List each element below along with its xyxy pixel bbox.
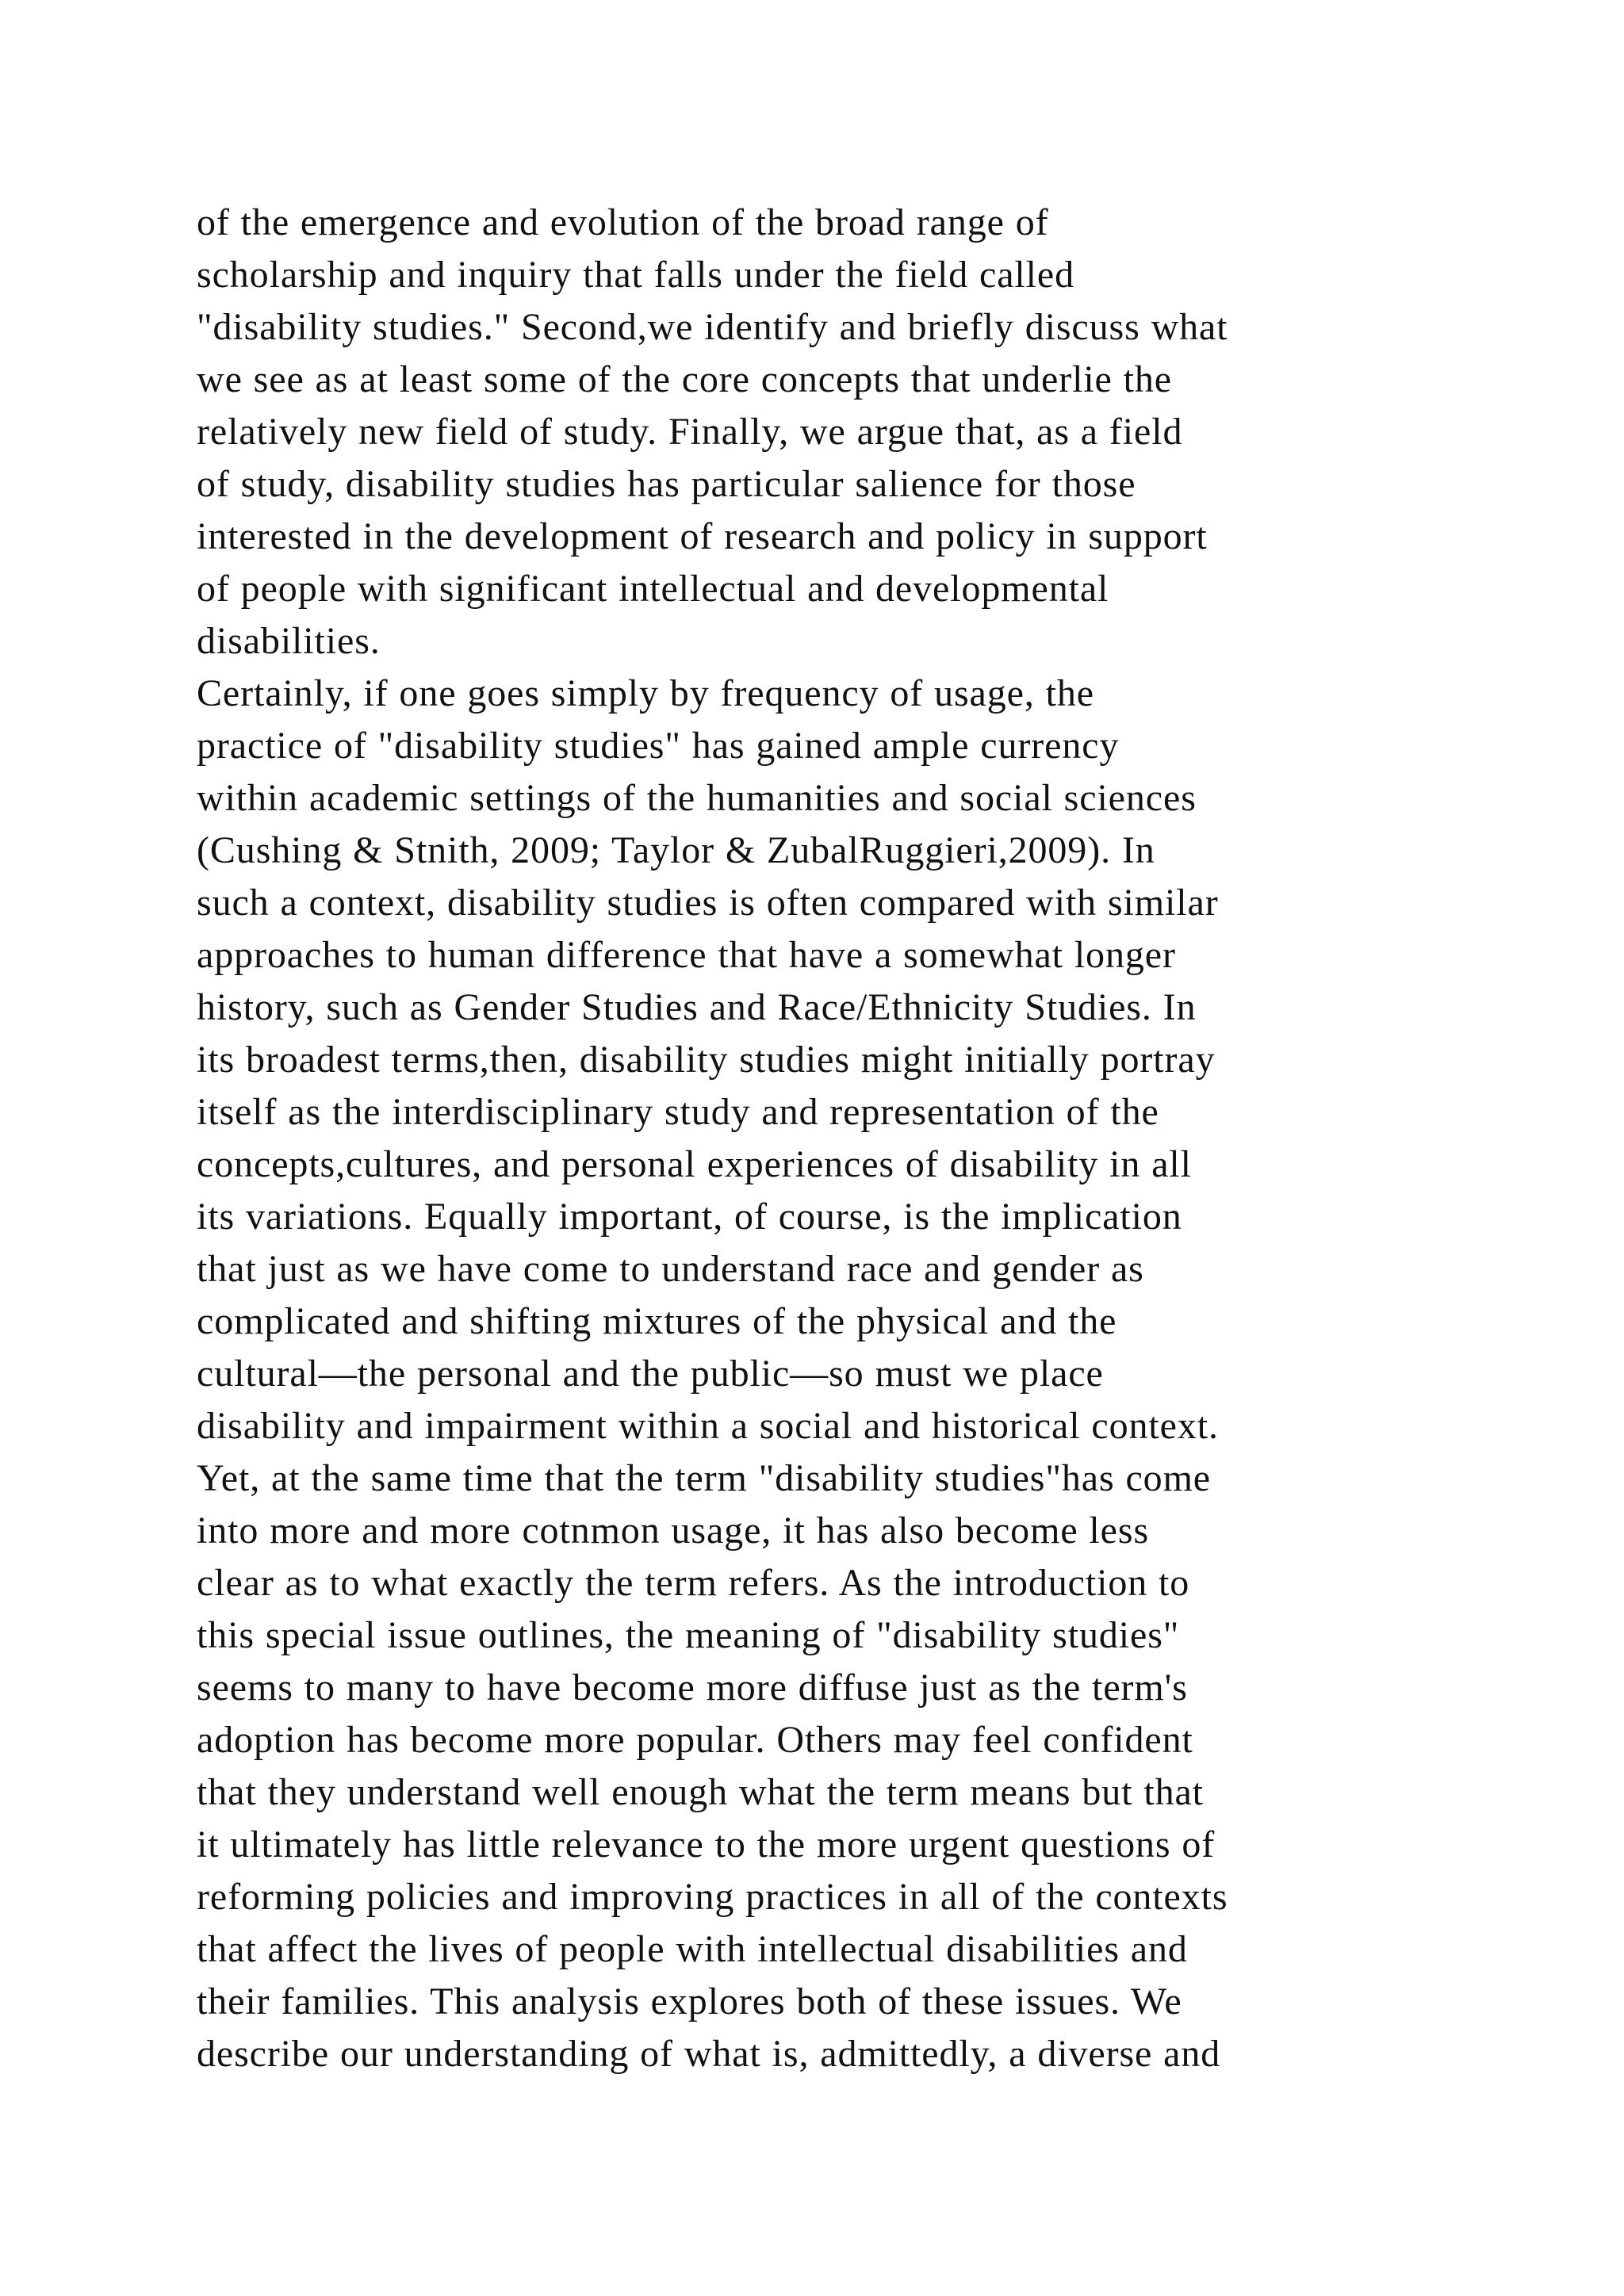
- text-line: that affect the lives of people with intellectual disabilities and: [197, 1928, 1188, 1970]
- text-line: Yet, at the same time that the term "disability studies"has come: [197, 1457, 1212, 1499]
- text-line: practice of "disability studies" has gained ample currency: [197, 725, 1120, 767]
- text-line: clear as to what exactly the term refers. As the introduction to: [197, 1562, 1190, 1604]
- text-line: it ultimately has little relevance to the more urgent questions of: [197, 1823, 1216, 1866]
- text-line: disability and impairment within a social and historical context.: [197, 1405, 1219, 1447]
- text-line: itself as the interdisciplinary study and representation of the: [197, 1091, 1159, 1133]
- text-line: reforming policies and improving practices in all of the contexts: [197, 1876, 1228, 1918]
- text-line: of people with significant intellectual and developmental: [197, 568, 1109, 610]
- text-line: concepts,cultures, and personal experiences of disability in all: [197, 1143, 1192, 1185]
- text-line: approaches to human difference that have a somewhat longer: [197, 934, 1176, 976]
- text-line: we see as at least some of the core concepts that underlie the: [197, 358, 1172, 400]
- text-line: this special issue outlines, the meaning of "disability studies": [197, 1614, 1180, 1656]
- text-line: relatively new field of study. Finally, we argue that, as a field: [197, 411, 1183, 453]
- text-line: that they understand well enough what the term means but that: [197, 1771, 1204, 1813]
- text-line: adoption has become more popular. Others may feel confident: [197, 1719, 1193, 1761]
- text-line: describe our understanding of what is, admittedly, a diverse and: [197, 2033, 1221, 2075]
- text-line: "disability studies." Second,we identify and briefly discuss what: [197, 306, 1228, 348]
- text-line: history, such as Gender Studies and Race/Ethnicity Studies. In: [197, 986, 1197, 1028]
- text-line: within academic settings of the humanities and social sciences: [197, 777, 1197, 819]
- text-line: its broadest terms,then, disability studies might initially portray: [197, 1039, 1216, 1081]
- text-line: that just as we have come to understand race and gender as: [197, 1248, 1144, 1290]
- text-line: into more and more cotnmon usage, it has also become less: [197, 1510, 1150, 1552]
- text-line: scholarship and inquiry that falls under the field called: [197, 254, 1074, 296]
- text-line: of the emergence and evolution of the broad range of: [197, 201, 1049, 243]
- text-line: its variations. Equally important, of course, is the implication: [197, 1196, 1182, 1238]
- text-line: of study, disability studies has particular salience for those: [197, 463, 1136, 505]
- text-line: (Cushing & Stnith, 2009; Taylor & ZubalRuggieri,2009). In: [197, 829, 1155, 871]
- text-line: their families. This analysis explores both of these issues. We: [197, 1980, 1182, 2022]
- body-text: [197, 197, 1497, 2080]
- text-line: cultural—the personal and the public—so must we place: [197, 1353, 1104, 1395]
- text-line: interested in the development of research and policy in support: [197, 515, 1208, 557]
- text-line: Certainly, if one goes simply by frequency of usage, the: [197, 672, 1094, 714]
- text-line: disabilities.: [197, 620, 381, 662]
- text-line: complicated and shifting mixtures of the physical and the: [197, 1300, 1117, 1342]
- text-line: seems to many to have become more diffuse just as the term's: [197, 1667, 1188, 1709]
- text-line: such a context, disability studies is often compared with similar: [197, 882, 1219, 924]
